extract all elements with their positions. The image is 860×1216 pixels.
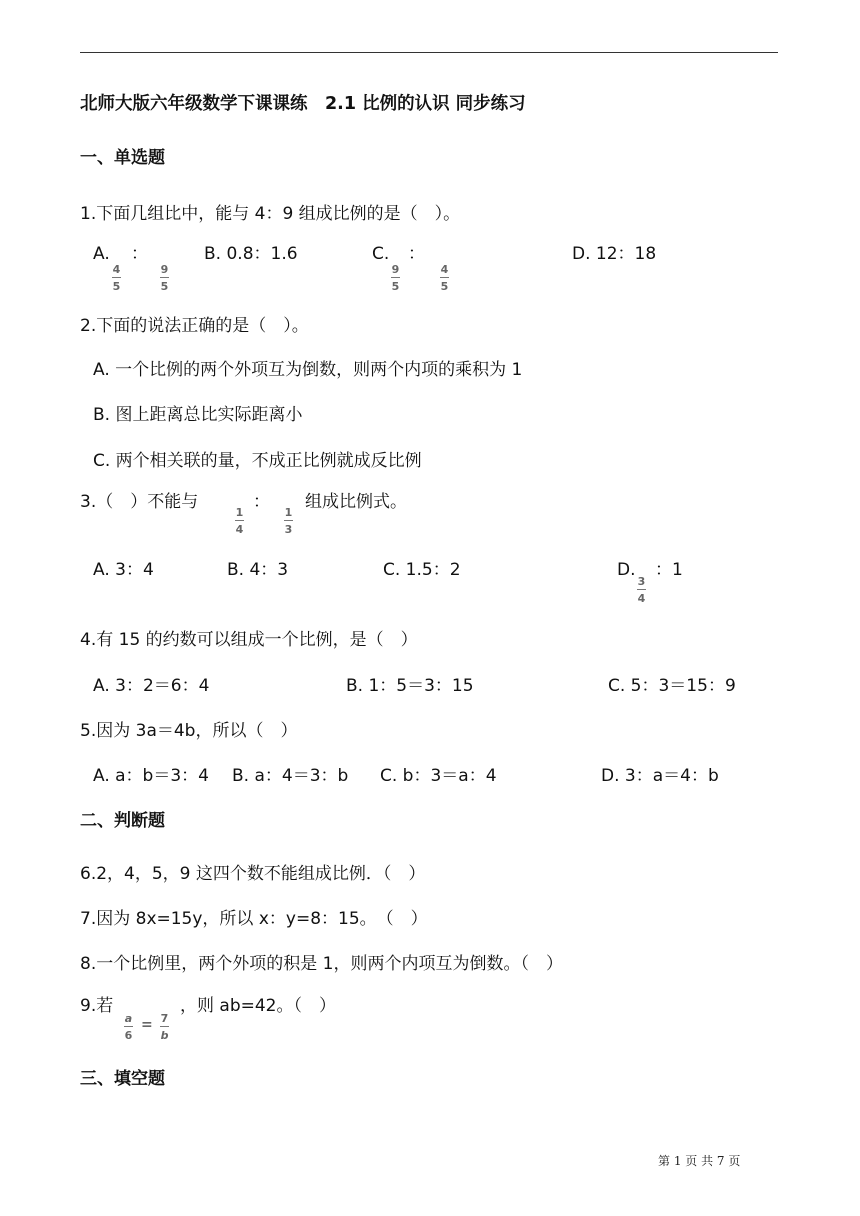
question-9-stem-end: ，则 ab=42。（ ）: [180, 996, 336, 1016]
question-8-stem: 8.一个比例里，两个外项的积是 1，则两个内项互为倒数。（ ）: [80, 954, 563, 974]
q3-option-d-ratio: ：1: [655, 560, 683, 580]
section-heading-true-false: 二、判断题: [80, 811, 165, 831]
q4-option-c: C. 5：3＝15：9: [608, 676, 736, 696]
q1-option-c-fraction-2: 4 5: [440, 263, 449, 293]
q1-option-a-label: A.: [93, 244, 110, 264]
document-title: 北师大版六年级数学下课课练 2.1 比例的认识 同步练习: [80, 94, 526, 114]
q3-option-d-label: D.: [617, 560, 636, 580]
page-footer: 第 1 页 共 7 页: [658, 1154, 741, 1168]
q1-option-d: D. 12：18: [572, 244, 657, 264]
section-heading-single-choice: 一、单选题: [80, 148, 165, 168]
q2-option-a: A. 一个比例的两个外项互为倒数，则两个内项的乘积为 1: [93, 360, 523, 380]
q3-fraction-1: 1 4: [235, 506, 244, 536]
question-3-stem-end: 组成比例式。: [305, 492, 407, 512]
section-heading-fill-blank: 三、填空题: [80, 1069, 165, 1089]
q1-option-a-colon: ：: [131, 244, 148, 264]
q3-option-a: A. 3：4: [93, 560, 154, 580]
q9-fraction-right: 7 b: [160, 1012, 169, 1042]
q1-option-a-fraction-2: 9 5: [160, 263, 169, 293]
q5-option-c: C. b：3＝a：4: [380, 766, 497, 786]
question-7-stem: 7.因为 8x=15y，所以 x：y=8：15。 （ ）: [80, 909, 428, 929]
q3-option-c: C. 1.5：2: [383, 560, 461, 580]
question-2-stem: 2.下面的说法正确的是（ ）。: [80, 316, 309, 336]
q3-colon: ：: [253, 492, 270, 512]
q4-option-a: A. 3：2＝6：4: [93, 676, 210, 696]
q4-option-b: B. 1：5＝3：15: [346, 676, 474, 696]
q3-fraction-2: 1 3: [284, 506, 293, 536]
q1-option-c-colon: ：: [408, 244, 425, 264]
q5-option-a: A. a：b＝3：4: [93, 766, 209, 786]
question-9-stem-start: 9.若: [80, 996, 114, 1016]
q1-option-c-fraction-1: 9 5: [391, 263, 400, 293]
q5-option-d: D. 3：a＝4：b: [601, 766, 719, 786]
q2-option-c: C. 两个相关联的量，不成正比例就成反比例: [93, 451, 422, 471]
question-5-stem: 5.因为 3a＝4b，所以（ ）: [80, 721, 298, 741]
question-1-stem: 1.下面几组比中，能与 4：9 组成比例的是（ ）。: [80, 204, 461, 224]
q1-option-b: B. 0.8：1.6: [204, 244, 298, 264]
q2-option-b: B. 图上距离总比实际距离小: [93, 405, 303, 425]
q1-option-c-label: C.: [372, 244, 390, 264]
q9-fraction-left: a 6: [124, 1012, 133, 1042]
q3-option-b: B. 4：3: [227, 560, 289, 580]
q3-option-d-fraction: 3 4: [637, 575, 646, 605]
q1-option-a-fraction-1: 4 5: [112, 263, 121, 293]
question-4-stem: 4.有 15 的约数可以组成一个比例，是（ ）: [80, 630, 418, 650]
q9-equals-sign: =: [141, 1017, 153, 1033]
header-rule: [80, 52, 778, 53]
question-3-stem-start: 3.（ ）不能与: [80, 492, 199, 512]
q5-option-b: B. a：4＝3：b: [232, 766, 349, 786]
question-6-stem: 6.2，4，5，9 这四个数不能组成比例．（ ）: [80, 864, 426, 884]
